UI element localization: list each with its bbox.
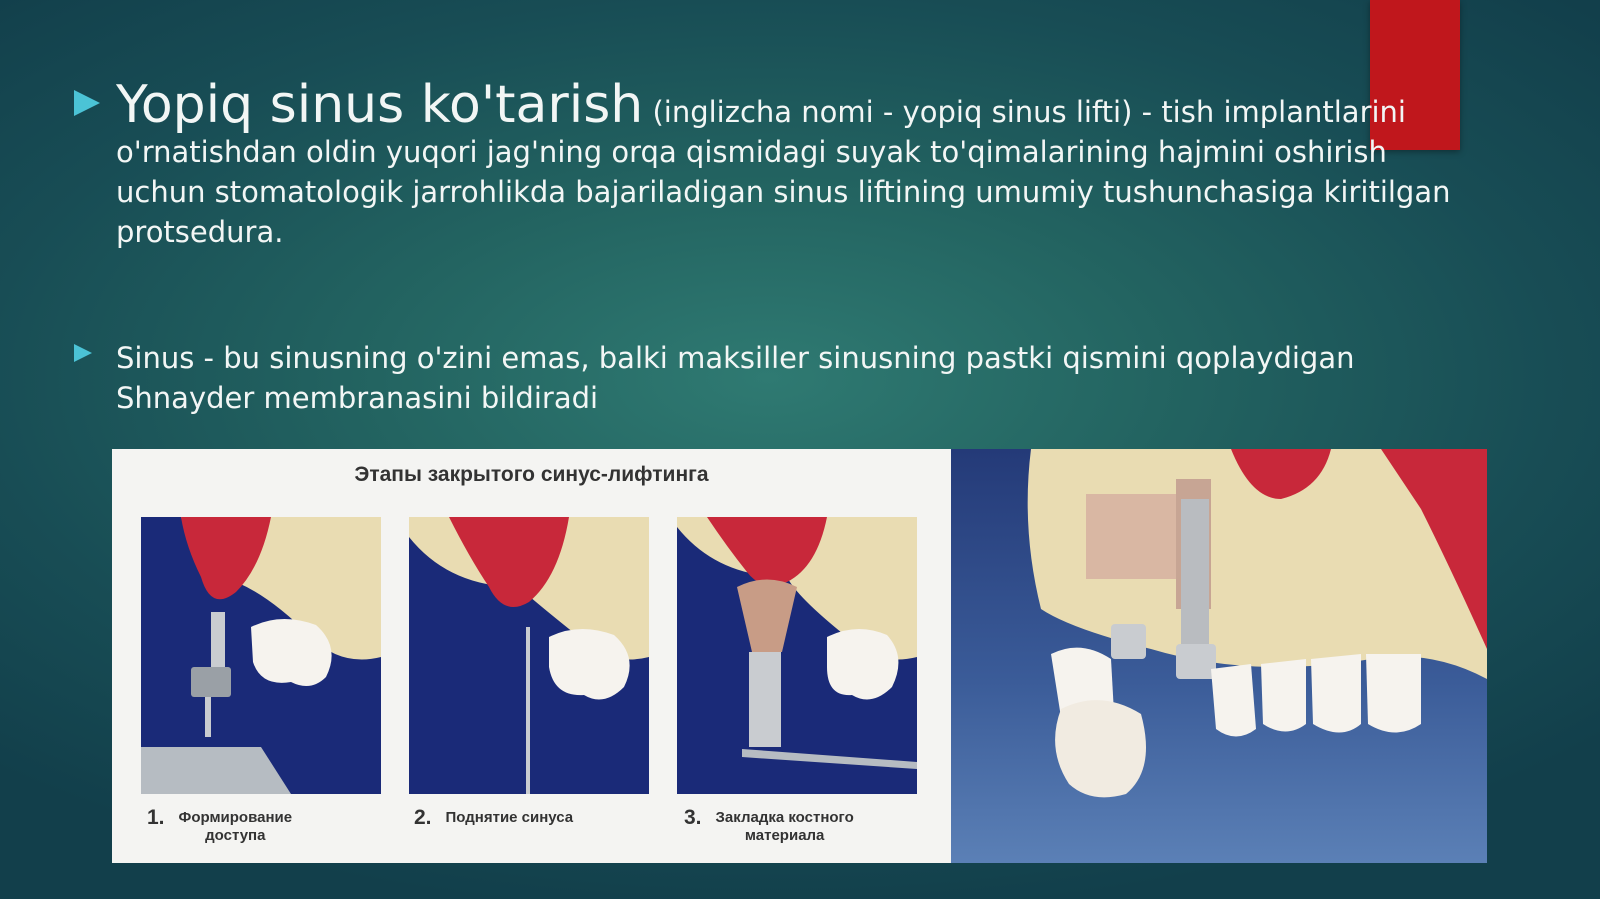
stage-1-label-line1: Формирование bbox=[178, 809, 293, 826]
stage-3-number: 3. bbox=[684, 806, 702, 829]
stage-3-label-line2: материала bbox=[744, 827, 825, 844]
stage-3-drawing bbox=[677, 517, 917, 794]
stage-1-number: 1. bbox=[147, 806, 165, 829]
sinus-lift-stages-figure bbox=[112, 449, 951, 863]
bullet-text-1 bbox=[116, 75, 1456, 252]
bullet-text-2: Sinus - bu sinusning o'zini emas, balki maksiller sinusning pastki qismini qoplaydigan Shnayder membranasini bildiradi bbox=[116, 341, 1355, 415]
triangle-bullet-icon bbox=[74, 90, 100, 116]
stage-1-illustration bbox=[141, 517, 381, 794]
figure-title: Этапы закрытого синус-лифтинга bbox=[354, 463, 709, 486]
stage-1-label-line2: доступа bbox=[205, 827, 266, 844]
stage-3-label bbox=[716, 809, 854, 845]
implant-3d-illustration bbox=[951, 449, 1487, 863]
stage-2-caption bbox=[414, 806, 574, 829]
stage-2-number: 2. bbox=[414, 806, 432, 829]
stage-1-label bbox=[179, 809, 293, 845]
stage-1-drawing bbox=[141, 517, 381, 794]
stage-2-illustration bbox=[409, 517, 649, 794]
stage-2-drawing bbox=[409, 517, 649, 794]
triangle-bullet-icon bbox=[74, 344, 92, 362]
stage-3-caption bbox=[684, 806, 854, 845]
bullet-1-title: Yopiq sinus ko'tarish bbox=[116, 75, 644, 135]
stage-2-label bbox=[446, 809, 574, 827]
stage-3-label-line1: Закладка костного bbox=[715, 809, 854, 826]
stage-2-label-line1: Поднятие синуса bbox=[445, 809, 574, 826]
stage-1-caption bbox=[147, 806, 293, 845]
stage-3-illustration bbox=[677, 517, 917, 794]
implant-3d-drawing bbox=[951, 449, 1487, 863]
bullet-1-body: (inglizcha nomi - yopiq sinus lifti) - tish implantlarini o'rnatishdan oldin yuqori jag'ning orqa qismidagi suyak to'qimalarining hajmini oshirish uchun stomatologik jarrohlikda bajariladigan sinus liftining umumiy tushunchasiga kiritilgan protsedura. bbox=[116, 95, 1451, 249]
